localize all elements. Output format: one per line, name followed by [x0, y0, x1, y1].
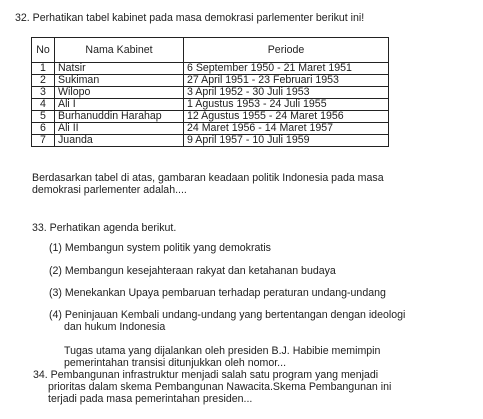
row-nama: Juanda	[55, 135, 184, 147]
row-no: 5	[32, 111, 55, 123]
question-32-prompt	[32, 172, 444, 196]
row-no: 4	[32, 99, 55, 111]
row-nama: Wilopo	[55, 87, 184, 99]
row-nama: Natsir	[55, 63, 184, 75]
table-row	[32, 75, 389, 87]
table-row	[32, 123, 389, 135]
agenda-item-2: (2) Membangun kesejahteraan rakyat dan ketahanan budaya	[49, 265, 336, 277]
header-no: No	[32, 38, 55, 63]
row-no: 3	[32, 87, 55, 99]
table-row	[32, 111, 389, 123]
question-32-stem: 32. Perhatikan tabel kabinet pada masa demokrasi parlementer berikut ini!	[15, 12, 365, 24]
agenda-item-4-continued: dan hukum Indonesia	[64, 321, 166, 333]
row-nama: Ali II	[55, 123, 184, 135]
question-34-line3: terjadi pada masa pemerintahan presiden...	[48, 393, 253, 405]
row-nama: Ali I	[55, 99, 184, 111]
table-row	[32, 135, 389, 147]
question-33-prompt-line1: Tugas utama yang dijalankan oleh presiden B.J. Habibie memimpin	[64, 345, 381, 357]
row-nama: Sukiman	[55, 75, 184, 87]
row-no: 7	[32, 135, 55, 147]
table-row	[32, 99, 389, 111]
row-periode: 27 April 1951 - 23 Februari 1953	[184, 75, 389, 87]
table-header-row	[32, 38, 389, 63]
question-34	[33, 369, 433, 405]
table-row	[32, 63, 389, 75]
row-no: 6	[32, 123, 55, 135]
row-periode: 9 April 1957 - 10 Juli 1959	[184, 135, 389, 147]
row-no: 1	[32, 63, 55, 75]
question-34-line2: prioritas dalam skema Pembangunan Nawacita.Skema Pembangunan ini	[48, 381, 392, 393]
question-34-line1: 34. Pembangunan infrastruktur menjadi salah satu program yang menjadi	[33, 369, 379, 381]
row-periode: 1 Agustus 1953 - 24 Juli 1955	[184, 99, 389, 111]
row-periode: 6 September 1950 - 21 Maret 1951	[184, 63, 389, 75]
header-nama-kabinet: Nama Kabinet	[55, 38, 184, 63]
question-32-prompt-line1: Berdasarkan tabel di atas, gambaran keadaan politik Indonesia pada masa	[32, 172, 384, 184]
question-32-prompt-line2: demokrasi parlementer adalah....	[32, 184, 187, 196]
kabinet-table	[31, 37, 389, 147]
question-33-prompt-line2: pemerintahan transisi ditunjukkan oleh nomor...	[64, 357, 287, 369]
row-periode: 24 Maret 1956 - 14 Maret 1957	[184, 123, 389, 135]
agenda-item-4: (4) Peninjauan Kembali undang-undang yang bertentangan dengan ideologi	[49, 309, 406, 321]
table-row	[32, 87, 389, 99]
question-33-stem: 33. Perhatikan agenda berikut.	[32, 222, 177, 234]
header-periode: Periode	[184, 38, 389, 63]
row-periode: 3 April 1952 - 30 Juli 1953	[184, 87, 389, 99]
row-nama: Burhanuddin Harahap	[55, 111, 184, 123]
row-no: 2	[32, 75, 55, 87]
agenda-item-1: (1) Membangun system politik yang demokratis	[49, 242, 271, 254]
row-periode: 12 Agustus 1955 - 24 Maret 1956	[184, 111, 389, 123]
agenda-item-3: (3) Menekankan Upaya pembaruan terhadap peraturan undang-undang	[49, 287, 386, 299]
